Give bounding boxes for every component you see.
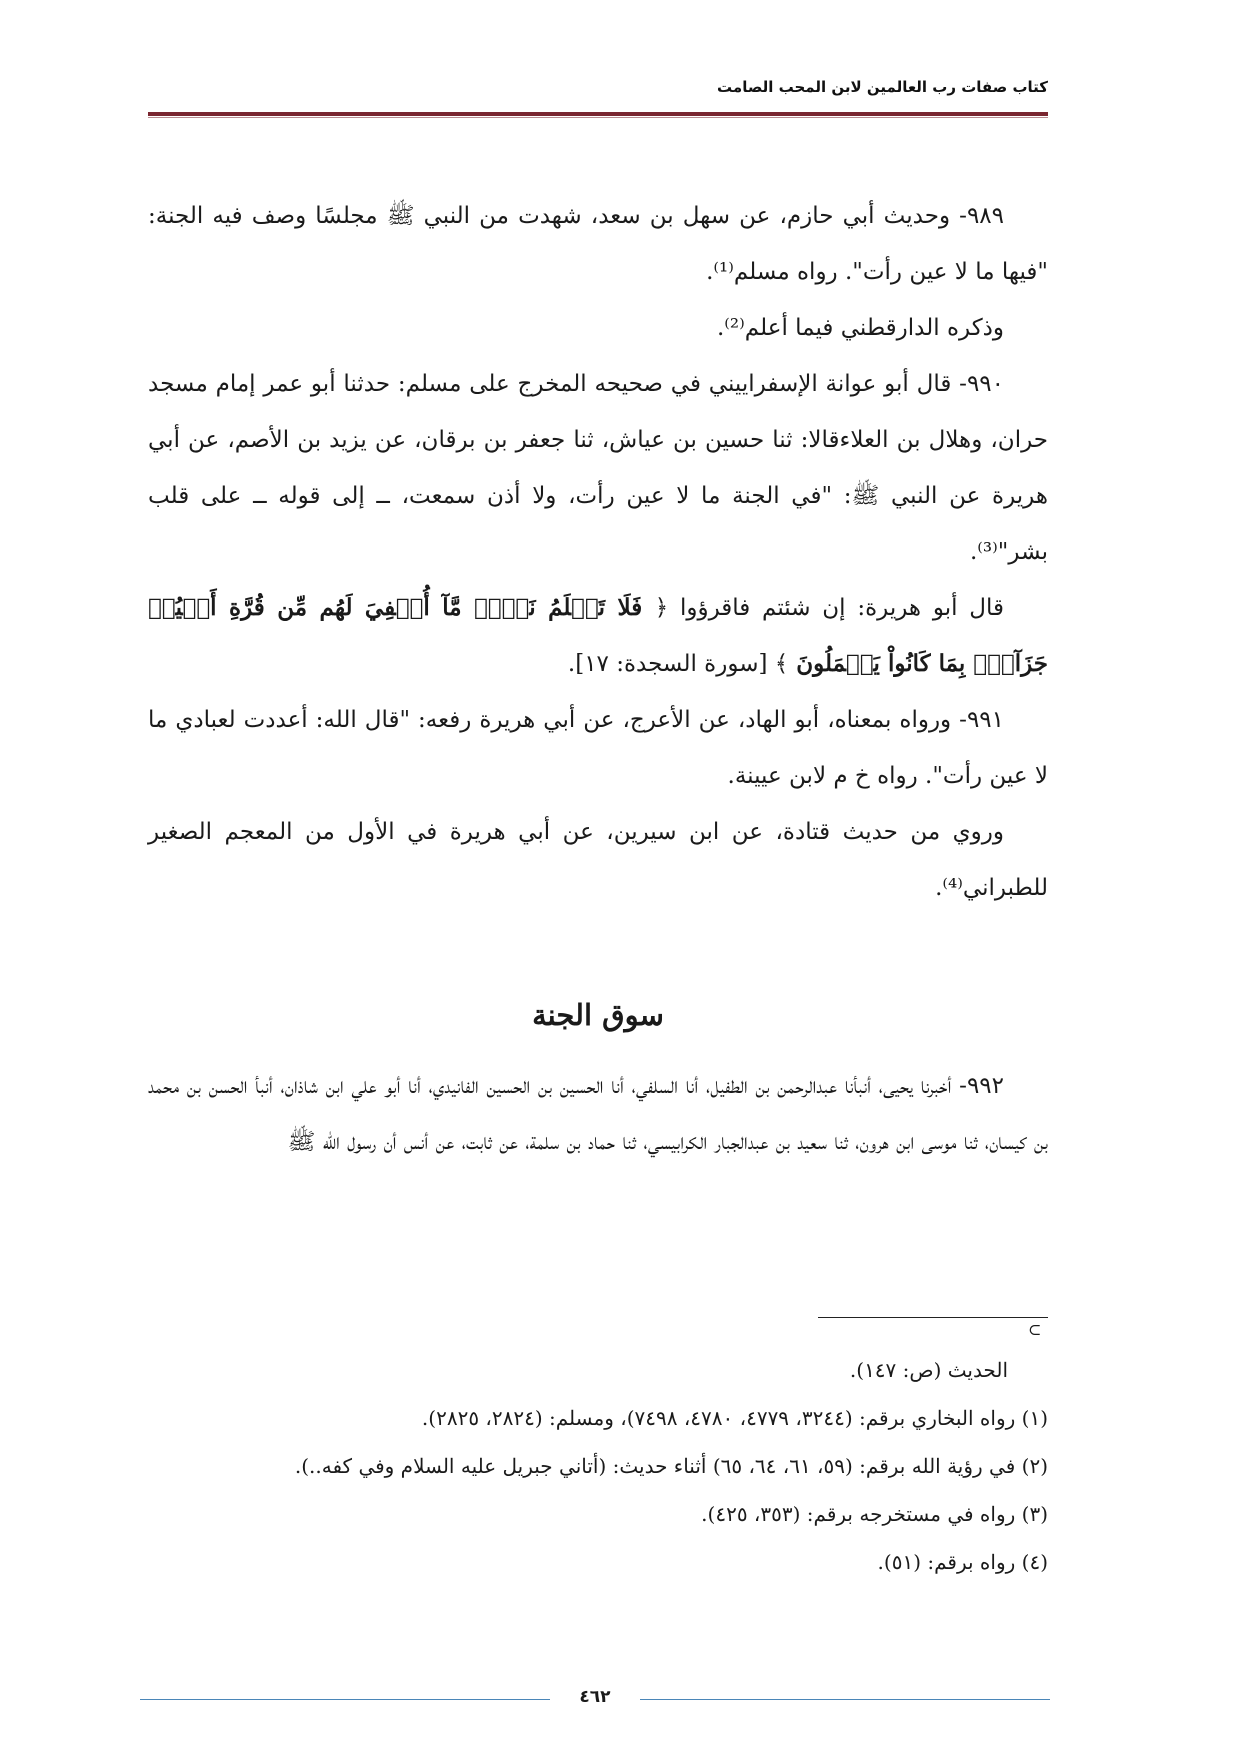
- paragraph-quran-verse: [148, 580, 1048, 692]
- paragraph-990: ٩٩٠- قال أبو عوانة الإسفراييني في صحيحه المخرج على مسلم: حدثنا أبو عمر إمام مسجد حران، وهلال بن العلاءقالا: ثنا حسين بن عياش، ثنا جعفر بن برقان، عن يزيد بن الأصم، عن أبي هريرة عن النبي ﷺ: "في الجنة ما لا عين رأت، ولا أذن سمعت، ــ إلى قوله ــ على قلب بشر"⁽³⁾.: [148, 371, 1048, 565]
- footnote-separator: [818, 1317, 1048, 1318]
- main-text: [148, 188, 1048, 916]
- footer-rule-right: [640, 1699, 1050, 1700]
- paragraph-989: ٩٨٩- وحديث أبي حازم، عن سهل بن سعد، شهدت من النبي ﷺ مجلسًا وصف فيه الجنة: "فيها ما لا عين رأت". رواه مسلم⁽¹⁾.: [148, 203, 1048, 285]
- section-heading: سوق الجنة: [532, 998, 664, 1032]
- footnote-continuation: الحديث (ص: ١٤٧).: [849, 1358, 1008, 1382]
- footnote-2: (٢) في رؤية الله برقم: (٥٩، ٦١، ٦٤، ٦٥) أثناء حديث: (أتاني جبريل عليه السلام وفي كفه..).: [294, 1454, 1048, 1478]
- page-number: ٤٦٢: [579, 1687, 611, 1707]
- footnote-3: (٣) رواه في مستخرجه برقم: (٣٥٣، ٤٢٥).: [701, 1502, 1048, 1526]
- paragraph-daraqutni: وذكره الدارقطني فيما أعلم⁽²⁾.: [716, 315, 1004, 341]
- paragraph-qatada: وروي من حديث قتادة، عن ابن سيرين، عن أبي هريرة في الأول من المعجم الصغير للطبراني⁽⁴⁾.: [148, 819, 1048, 901]
- paragraph-991: ٩٩١- ورواه بمعناه، أبو الهاد، عن الأعرج، عن أبي هريرة رفعه: "قال الله: أعددت لعبادي ما لا عين رأت". رواه خ م لابن عيينة.: [148, 707, 1048, 789]
- header-rule: [148, 112, 1048, 116]
- section-text: [148, 1058, 1048, 1170]
- footnote-continuation-mark: ⊃: [1028, 1320, 1042, 1339]
- footer-rule-left: [140, 1699, 550, 1700]
- verse-intro: قال أبو هريرة: إن شئتم فاقرؤوا ﴿: [654, 595, 1004, 621]
- footnote-1: (١) رواه البخاري برقم: (٣٢٤٤، ٤٧٧٩، ٤٧٨٠، ٧٤٩٨)، ومسلم: (٢٨٢٤، ٢٨٢٥).: [421, 1406, 1048, 1430]
- paragraph-992: ٩٩٢- أخبرنا يحيى، أنبأنا عبدالرحمن بن الطفيل، أنا السلفي، أنا الحسين بن الحسين الفانيدي، أنا أبو علي ابن شاذان، أنبأ الحسن بن محمد بن كيسان، ثنا موسى ابن هرون، ثنا سعيد بن عبدالجبار الكرابيسي، ثنا حماد بن سلمة، عن ثابت، عن أنس أن رسول الله ﷺ: [148, 1073, 1048, 1155]
- quran-text: فَلَا تَعۡلَمُ نَفۡسٞ مَّآ أُخۡفِيَ لَهُم مِّن قُرَّةِ أَعۡيُنٖ جَزَآءَۢ بِمَا كَانُواْ يَعۡمَلُونَ: [148, 594, 1048, 677]
- footnote-4: (٤) رواه برقم: (٥١).: [877, 1550, 1048, 1574]
- running-header: [148, 78, 1048, 96]
- book-title: كتاب صفات رب العالمين لابن المحب الصامت: [717, 78, 1048, 96]
- footnotes: [148, 1346, 1048, 1586]
- verse-reference: ﴾ [سورة السجدة: ١٧].: [567, 651, 789, 677]
- header-rule-thin: [148, 117, 1048, 118]
